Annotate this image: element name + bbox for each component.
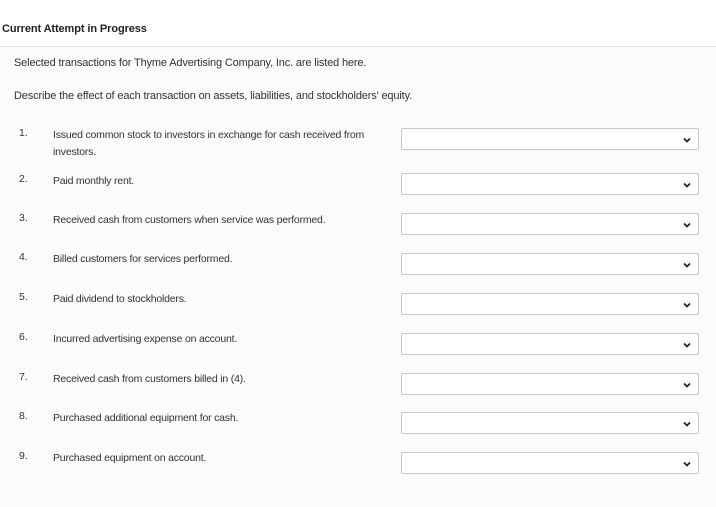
attempt-header bbox=[0, 0, 716, 47]
transaction-text: Issued common stock to investors in exchange for cash received from investors. bbox=[53, 129, 365, 158]
question-panel bbox=[0, 47, 716, 507]
transaction-text: Paid monthly rent. bbox=[53, 175, 135, 187]
transaction-text: Received cash from customers when service was performed. bbox=[53, 214, 326, 226]
transaction-number: 1. bbox=[19, 127, 28, 139]
transaction-number: 5. bbox=[19, 291, 28, 303]
question-instruction: Describe the effect of each transaction on assets, liabilities, and stockholders' equity. bbox=[14, 90, 413, 102]
chevron-down-icon bbox=[682, 459, 692, 469]
chevron-down-icon bbox=[682, 380, 692, 390]
effect-dropdown-8[interactable] bbox=[401, 412, 699, 434]
transaction-text: Purchased additional equipment for cash. bbox=[53, 412, 239, 424]
effect-dropdown-4[interactable] bbox=[401, 253, 699, 275]
transaction-number: 6. bbox=[19, 331, 28, 343]
attempt-title: Current Attempt in Progress bbox=[2, 23, 147, 35]
transaction-text: Incurred advertising expense on account. bbox=[53, 333, 238, 345]
question-intro: Selected transactions for Thyme Advertising Company, Inc. are listed here. bbox=[14, 57, 367, 69]
effect-dropdown-5[interactable] bbox=[401, 293, 699, 315]
transaction-number: 9. bbox=[19, 450, 28, 462]
effect-dropdown-6[interactable] bbox=[401, 333, 699, 355]
effect-dropdown-3[interactable] bbox=[401, 213, 699, 235]
effect-dropdown-7[interactable] bbox=[401, 373, 699, 395]
transaction-text: Purchased equipment on account. bbox=[53, 452, 207, 464]
chevron-down-icon bbox=[682, 419, 692, 429]
effect-dropdown-1[interactable] bbox=[401, 128, 699, 150]
transaction-number: 3. bbox=[19, 212, 28, 224]
transaction-text: Paid dividend to stockholders. bbox=[53, 293, 187, 305]
chevron-down-icon bbox=[682, 180, 692, 190]
effect-dropdown-9[interactable] bbox=[401, 452, 699, 474]
chevron-down-icon bbox=[682, 300, 692, 310]
chevron-down-icon bbox=[682, 260, 692, 270]
transaction-number: 2. bbox=[19, 173, 28, 185]
transaction-number: 7. bbox=[19, 371, 28, 383]
effect-dropdown-2[interactable] bbox=[401, 173, 699, 195]
chevron-down-icon bbox=[682, 340, 692, 350]
chevron-down-icon bbox=[682, 135, 692, 145]
transaction-number: 8. bbox=[19, 410, 28, 422]
transaction-number: 4. bbox=[19, 251, 28, 263]
transaction-text: Received cash from customers billed in (4). bbox=[53, 373, 246, 385]
transaction-text: Billed customers for services performed. bbox=[53, 253, 233, 265]
chevron-down-icon bbox=[682, 220, 692, 230]
